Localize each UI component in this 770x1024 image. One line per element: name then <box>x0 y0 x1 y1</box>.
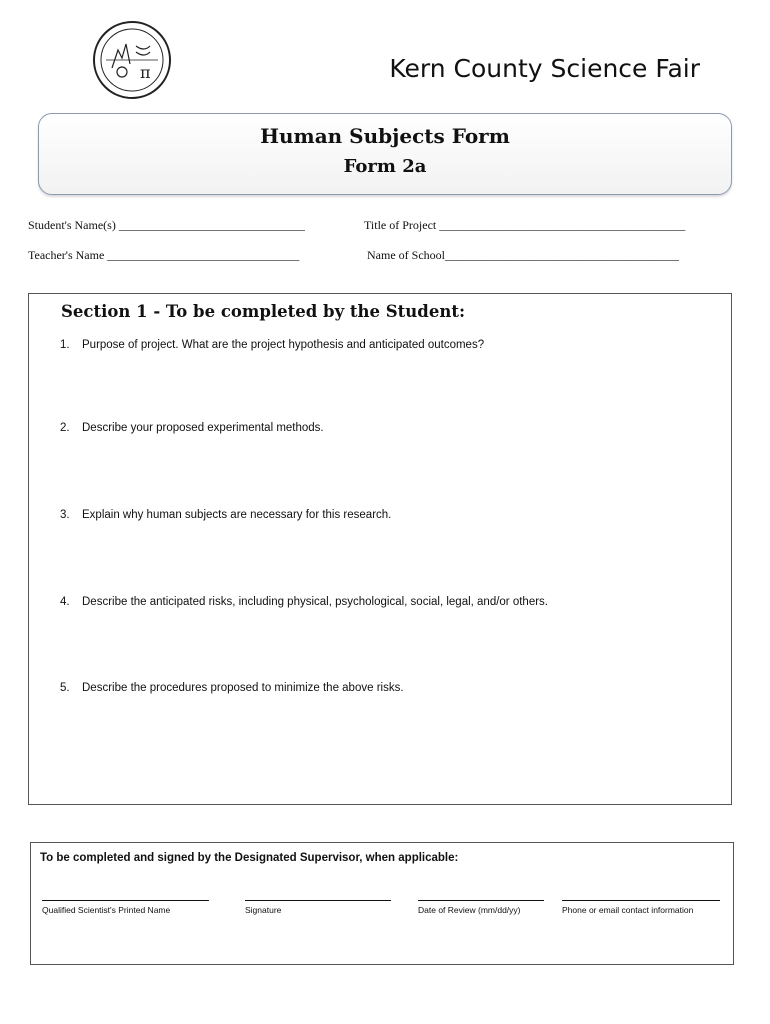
question-number: 5. <box>60 682 70 694</box>
scientist-name-line[interactable] <box>42 900 209 901</box>
form-number: Form 2a <box>343 156 427 177</box>
contact-info-line[interactable] <box>562 900 720 901</box>
school-name-field[interactable]: Name of School_______________________________________ <box>367 248 679 262</box>
question-text: Explain why human subjects are necessary for this research. <box>82 509 392 521</box>
question-number: 2. <box>60 422 70 434</box>
question-text: Purpose of project. What are the project hypothesis and anticipated outcomes? <box>82 339 485 351</box>
teacher-name-field[interactable]: Teacher's Name ________________________________ <box>28 248 300 262</box>
student-name-field[interactable]: Student's Name(s) _______________________________ <box>28 218 305 232</box>
question-4 <box>60 596 548 608</box>
question-text: Describe the anticipated risks, including physical, psychological, social, legal, and/or others. <box>82 596 548 608</box>
section-1-heading: Section 1 - To be completed by the Student: <box>61 302 466 321</box>
form-title-box <box>38 113 732 195</box>
project-title-field[interactable]: Title of Project _________________________________________ <box>364 218 686 232</box>
section-1-box <box>28 293 732 805</box>
review-date-line[interactable] <box>418 900 544 901</box>
question-1 <box>60 339 484 351</box>
contact-info-label: Phone or email contact information <box>562 905 694 915</box>
question-5 <box>60 682 404 694</box>
question-number: 4. <box>60 596 70 608</box>
question-number: 3. <box>60 509 70 521</box>
question-text: Describe the procedures proposed to minimize the above risks. <box>82 682 404 694</box>
svg-text:π: π <box>140 63 151 82</box>
scientist-name-label: Qualified Scientist's Printed Name <box>42 905 171 915</box>
form-title: Human Subjects Form <box>260 124 510 148</box>
kcsf-seal-logo <box>92 20 172 100</box>
question-2 <box>60 422 324 434</box>
signature-label: Signature <box>245 905 282 915</box>
review-date-label: Date of Review (mm/dd/yy) <box>418 905 521 915</box>
signature-line[interactable] <box>245 900 391 901</box>
supervisor-heading: To be completed and signed by the Designated Supervisor, when applicable: <box>40 852 459 864</box>
question-text: Describe your proposed experimental methods. <box>82 422 324 434</box>
question-3 <box>60 509 391 521</box>
question-number: 1. <box>60 339 70 351</box>
fair-title: Kern County Science Fair <box>389 54 700 83</box>
seal-icon <box>92 20 172 100</box>
